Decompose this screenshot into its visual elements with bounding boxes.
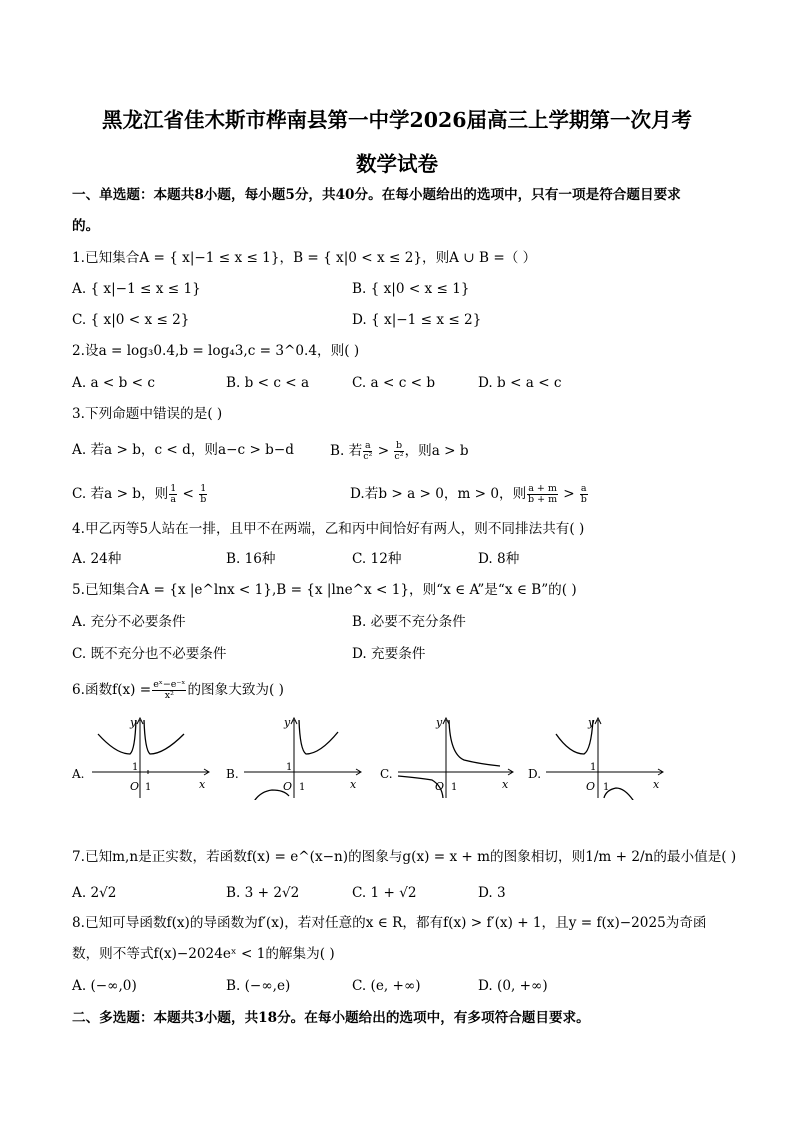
q7-option-c: C. 1 + √2 <box>352 885 417 901</box>
q7-option-b: B. 3 + 2√2 <box>226 885 300 901</box>
q6-stem: 6.函数f(x) = $\frac{\text{eˣ−e⁻ˣ}}{\text{x²}}$ 的图象大致为( ) <box>72 679 284 701</box>
q8-option-d: D. (0, +∞) <box>478 978 548 994</box>
q6-graph-a <box>72 714 212 804</box>
page-subtitle: 数学试卷 <box>356 152 438 176</box>
svg-text:1: 1 <box>590 762 597 773</box>
q4-option-a: A. 24种 <box>72 551 122 567</box>
svg-text:x: x <box>350 778 357 791</box>
q4-option-c: C. 12种 <box>352 551 402 567</box>
q8-option-c: C. (e, +∞) <box>352 978 421 994</box>
q3-option-c: C. 若a > b，则 $\frac{1}{a}$ < $\frac{1}{b}$ <box>72 483 207 505</box>
svg-text:1: 1 <box>132 762 139 773</box>
svg-text:1: 1 <box>451 782 458 793</box>
section1-header-cont: 的。 <box>72 218 100 234</box>
q8-option-b: B. (−∞,e) <box>226 978 291 994</box>
q2-option-a: A. a < b < c <box>72 375 155 391</box>
svg-text:y: y <box>436 716 443 729</box>
q8-option-a: A. (−∞,0) <box>72 978 137 994</box>
q2-option-d: D. b < a < c <box>478 375 562 391</box>
q5-option-b: B. 必要不充分条件 <box>352 614 466 630</box>
q7-option-d: D. 3 <box>478 885 506 901</box>
q3-stem: 3.下列命题中错误的是( ) <box>72 406 223 422</box>
svg-text:1: 1 <box>286 762 293 773</box>
q1-stem: 1.已知集合A = { x|−1 ≤ x ≤ 1}，B = { x|0 < x ≤ 2}，则A ∪ B =（ ） <box>72 250 537 266</box>
section1-header: 一、单选题：本题共8小题，每小题5分，共40分。在每小题给出的选项中，只有一项是符合题目要求 <box>72 187 681 203</box>
q3-option-d: D.若b > a > 0，m > 0，则 $\frac{a + m}{b + m}$ > $\frac{a}{b}$ <box>350 483 587 505</box>
svg-text:O: O <box>283 780 293 793</box>
svg-text:1: 1 <box>603 782 610 793</box>
q5-stem: 5.已知集合A = {x |e^lnx < 1},B = {x |lne^x < 1}，则“x ∈ A”是“x ∈ B”的( ) <box>72 582 577 598</box>
q5-option-d: D. 充要条件 <box>352 646 426 662</box>
svg-text:O: O <box>586 780 596 793</box>
q8-stem: 8.已知可导函数f(x)的导函数为f′(x)，若对任意的x ∈ R，都有f(x) > f′(x) + 1，且y = f(x)−2025为奇函 <box>72 915 707 931</box>
q6-graph-b <box>226 714 366 804</box>
q2-stem: 2.设a = log₃0.4,b = log₄3,c = 3^0.4，则( ) <box>72 343 360 359</box>
q6-graph-d <box>528 714 668 804</box>
q6-label-c: C. <box>380 767 393 781</box>
svg-text:x: x <box>199 778 206 791</box>
page-title: 黑龙江省佳木斯市桦南县第一中学2026届高三上学期第一次月考 <box>101 108 693 132</box>
q2-option-c: C. a < c < b <box>352 375 436 391</box>
q4-option-b: B. 16种 <box>226 551 276 567</box>
svg-text:y: y <box>284 716 291 729</box>
q7-option-a: A. 2√2 <box>72 885 117 901</box>
q1-option-c: C. { x|0 < x ≤ 2} <box>72 312 190 328</box>
svg-text:x: x <box>502 778 509 791</box>
q4-stem: 4.甲乙丙等5人站在一排，且甲不在两端，乙和丙中间恰好有两人，则不同排法共有( ) <box>72 521 585 537</box>
q7-stem: 7.已知m,n是正实数，若函数f(x) = e^(x−n)的图象与g(x) = x + m的图象相切，则1/m + 2/n的最小值是( ) <box>72 849 737 865</box>
q1-option-d: D. { x|−1 ≤ x ≤ 2} <box>352 312 482 328</box>
q1-option-a: A. { x|−1 ≤ x ≤ 1} <box>72 281 201 297</box>
q5-option-a: A. 充分不必要条件 <box>72 614 186 630</box>
svg-text:1: 1 <box>299 782 306 793</box>
q3-option-a: A. 若a > b，c < d，则a−c > b−d <box>72 442 294 458</box>
q6-label-d: D. <box>528 767 542 781</box>
svg-text:O: O <box>130 780 140 793</box>
q6-label-a: A. <box>72 767 85 781</box>
q4-option-d: D. 8种 <box>478 551 520 567</box>
q1-option-b: B. { x|0 < x ≤ 1} <box>352 281 470 297</box>
q8-stem-cont: 数，则不等式f(x)−2024eˣ < 1的解集为( ) <box>72 946 335 962</box>
q6-label-b: B. <box>226 767 239 781</box>
q2-option-b: B. b < c < a <box>226 375 310 391</box>
svg-text:y: y <box>588 716 595 729</box>
svg-text:1: 1 <box>145 782 152 793</box>
section2-header: 二、多选题：本题共3小题，共18分。在每小题给出的选项中，有多项符合题目要求。 <box>72 1010 590 1026</box>
svg-text:O: O <box>435 780 445 793</box>
q5-option-c: C. 既不充分也不必要条件 <box>72 646 227 662</box>
q3-option-b: B. 若 $\frac{a}{\text{c²}}$ > $\frac{b}{\text{c²}}$ ，则a > b <box>330 440 469 462</box>
svg-text:x: x <box>653 778 660 791</box>
svg-text:y: y <box>130 716 137 729</box>
q6-graph-c <box>380 714 520 804</box>
